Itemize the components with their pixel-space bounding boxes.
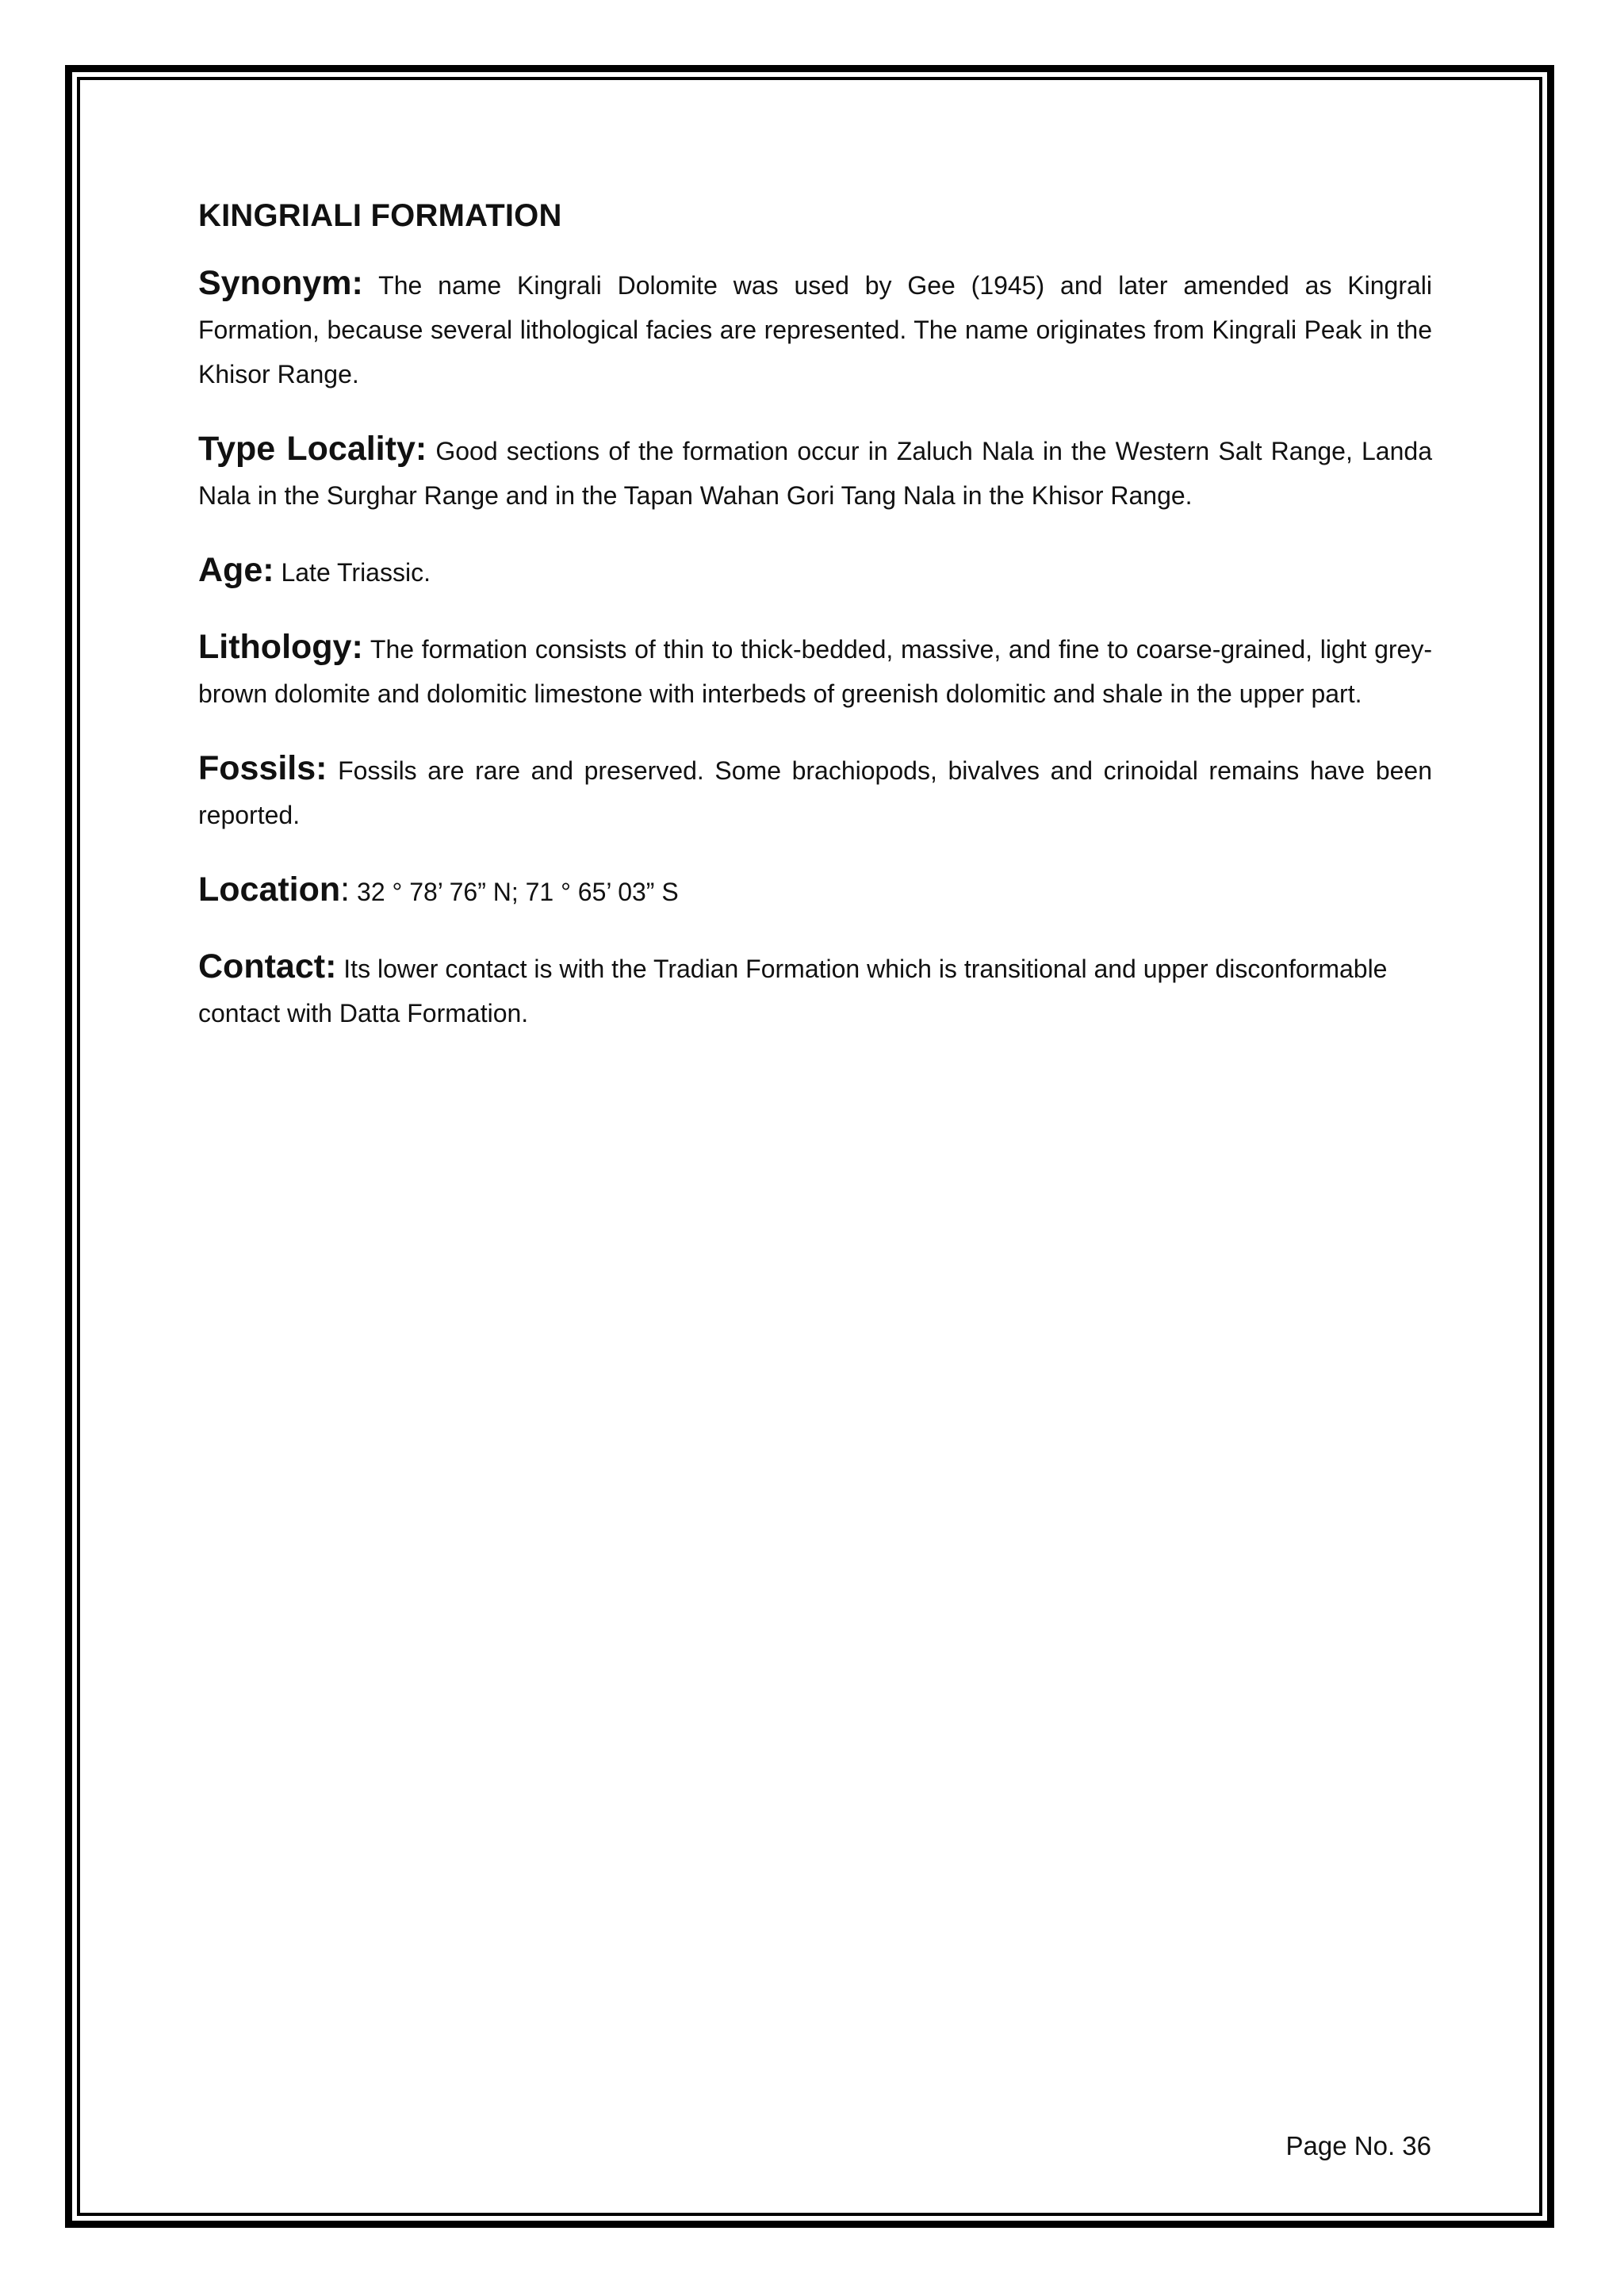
contact-label: Contact (198, 947, 326, 985)
fossils-label: Fossils: (198, 749, 327, 787)
lithology-label: Lithology: (198, 628, 363, 666)
fossils-section (198, 746, 1432, 837)
location-text: 32 ° 78’ 76” N; 71 ° 65’ 03” S (357, 878, 679, 906)
document-body (198, 198, 1432, 1066)
location-section (198, 867, 1432, 914)
location-label: Location (198, 871, 341, 909)
age-text: Late Triassic. (281, 558, 431, 587)
type-locality-text: Good sections of the formation occur in Zaluch Nala in the Western Salt Range, Landa Nala in the Surghar Range and in the Tapan Wahan Gori Tang Nala in the Khisor Range. (198, 437, 1432, 510)
location-colon: : (340, 871, 350, 909)
synonym-label: Synonym: (198, 264, 363, 302)
lithology-text: The formation consists of thin to thick-bedded, massive, and fine to coarse-grained, light grey-brown dolomite and dolomitic limestone with interbeds of greenish dolomitic and shale in the upper part. (198, 635, 1433, 708)
age-label: Age: (198, 551, 274, 589)
contact-colon: : (325, 947, 337, 985)
contact-section (198, 944, 1432, 1035)
type-locality-section (198, 427, 1432, 518)
age-section (198, 548, 1432, 595)
type-locality-label: Type Locality: (198, 430, 427, 468)
synonym-section (198, 261, 1432, 396)
page-number: Page No. 36 (1285, 2131, 1431, 2160)
fossils-text: Fossils are rare and preserved. Some brachiopods, bivalves and crinoidal remains have been reported. (198, 756, 1433, 829)
synonym-text: The name Kingrali Dolomite was used by Gee (1945) and later amended as Kingrali Formation, because several lithological facies are represented. The name originates from Kingrali Peak in the Khisor Range. (198, 271, 1433, 388)
document-title: KINGRIALI FORMATION (198, 198, 562, 233)
contact-text: Its lower contact is with the Tradian Formation which is transitional and upper disconformable contact with Datta Formation. (198, 955, 1388, 1027)
lithology-section (198, 625, 1432, 716)
